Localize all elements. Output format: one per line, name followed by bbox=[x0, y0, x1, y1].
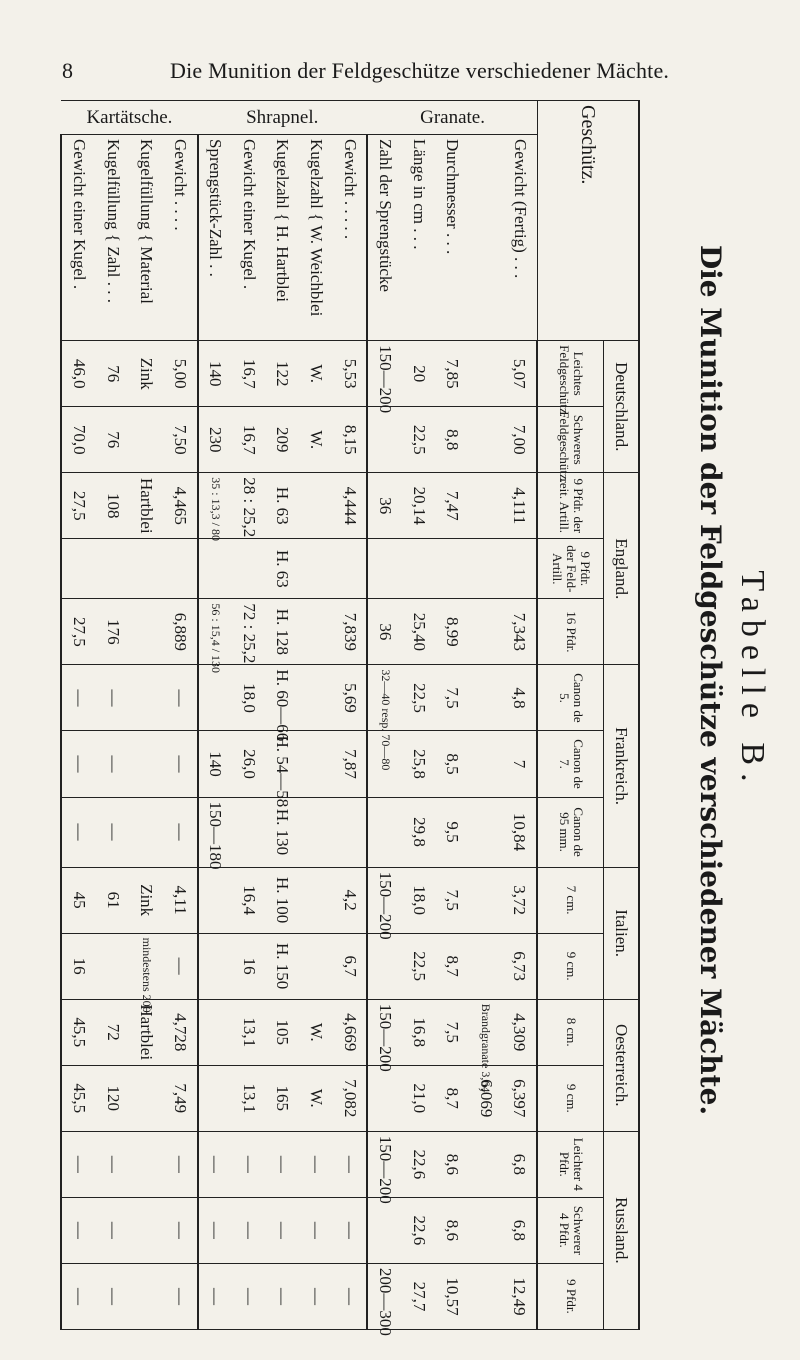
row-label: Kugelzahl { W. Weichblei bbox=[299, 135, 332, 341]
table-cell bbox=[469, 867, 502, 933]
table-cell bbox=[232, 539, 265, 599]
table-cell bbox=[469, 407, 502, 473]
table-cell: — bbox=[232, 1131, 265, 1197]
table-cell bbox=[299, 933, 332, 999]
table-cell: W. bbox=[299, 1065, 332, 1131]
table-cell: 4,669 bbox=[333, 999, 368, 1065]
table-cell: 4,11 bbox=[163, 867, 198, 933]
table-cell: Hartblei bbox=[129, 473, 162, 539]
table-row bbox=[469, 101, 502, 1330]
table-cell: 7,5 bbox=[436, 867, 469, 933]
table-cell: 6,397 bbox=[503, 1065, 538, 1131]
table-cell: 21,0 bbox=[402, 1065, 435, 1131]
table-cell: 9,5 bbox=[436, 797, 469, 867]
row-label: Kugelfüllung { Zahl . . . bbox=[96, 135, 129, 341]
gun-header: 9 Pfdr. der reit. Artill. bbox=[537, 473, 603, 539]
table-cell: — bbox=[198, 1263, 233, 1329]
table-cell bbox=[333, 539, 368, 599]
table-cell: 4,2 bbox=[333, 867, 368, 933]
table-cell: — bbox=[96, 1263, 129, 1329]
table-cell: 27,5 bbox=[61, 473, 96, 539]
table-cell: — bbox=[96, 731, 129, 797]
table-cell bbox=[333, 797, 368, 867]
gun-header: 8 cm. bbox=[537, 999, 603, 1065]
table-cell: 7,00 bbox=[503, 407, 538, 473]
table-cell: 6,7 bbox=[333, 933, 368, 999]
table-cell: 7,082 bbox=[333, 1065, 368, 1131]
table-cell: 7,50 bbox=[163, 407, 198, 473]
table-cell: — bbox=[96, 1131, 129, 1197]
table-cell: 150—200 bbox=[367, 1131, 402, 1197]
table-cell: — bbox=[61, 665, 96, 731]
table-cell bbox=[129, 1065, 162, 1131]
table-cell bbox=[299, 797, 332, 867]
table-cell: — bbox=[266, 1131, 299, 1197]
table-cell: 13,1 bbox=[232, 999, 265, 1065]
table-cell: 7,5 bbox=[436, 999, 469, 1065]
table-cell: 140 bbox=[198, 731, 233, 797]
table-cell: 200—300 bbox=[367, 1263, 402, 1329]
table-cell: W. bbox=[299, 999, 332, 1065]
table-cell: 150—200 bbox=[367, 341, 402, 407]
table-cell bbox=[436, 539, 469, 599]
table-cell: — bbox=[163, 665, 198, 731]
table-cell: 7,839 bbox=[333, 599, 368, 665]
table-cell: 12,49 bbox=[503, 1263, 538, 1329]
table-cell: 16,4 bbox=[232, 867, 265, 933]
table-cell: 4,309 bbox=[503, 999, 538, 1065]
row-label: Kugelfüllung { Material bbox=[129, 135, 162, 341]
row-label: Gewicht einer Kugel . bbox=[232, 135, 265, 341]
table-cell: — bbox=[163, 1197, 198, 1263]
table-cell: 8,8 bbox=[436, 407, 469, 473]
table-cell bbox=[469, 1197, 502, 1263]
table-cell: 176 bbox=[96, 599, 129, 665]
corner-header: Geschütz. bbox=[537, 101, 639, 341]
table-cell: 10,57 bbox=[436, 1263, 469, 1329]
table-cell bbox=[469, 599, 502, 665]
group-label: Kartätsche. bbox=[61, 101, 198, 135]
table-cell bbox=[299, 665, 332, 731]
table-cell: 150—200 bbox=[367, 867, 402, 933]
table-cell: 45,5 bbox=[61, 1065, 96, 1131]
table-row bbox=[503, 101, 538, 1330]
table-cell: 8,7 bbox=[436, 1065, 469, 1131]
table-cell bbox=[469, 1263, 502, 1329]
table-row bbox=[333, 101, 368, 1330]
table-cell bbox=[299, 599, 332, 665]
table-cell: 6,889 bbox=[163, 599, 198, 665]
gun-header: 9 cm. bbox=[537, 933, 603, 999]
gun-header: 9 cm. bbox=[537, 1065, 603, 1131]
table-cell: 29,8 bbox=[402, 797, 435, 867]
table-cell: — bbox=[266, 1197, 299, 1263]
table-cell bbox=[367, 539, 402, 599]
table-cell bbox=[232, 797, 265, 867]
table-cell: — bbox=[198, 1131, 233, 1197]
gun-header: 9 Pfdr. der Feld-Artill. bbox=[537, 539, 603, 599]
table-cell: — bbox=[163, 933, 198, 999]
gun-header: Leichtes Feldgeschütz. bbox=[537, 341, 603, 407]
table-cell: — bbox=[299, 1131, 332, 1197]
country-header: England. bbox=[604, 473, 640, 665]
table-cell: 16,7 bbox=[232, 407, 265, 473]
table-cell: 8,6 bbox=[436, 1197, 469, 1263]
table-row bbox=[232, 101, 265, 1330]
table-cell bbox=[299, 473, 332, 539]
table-cell: H. 63 bbox=[266, 473, 299, 539]
table-cell: 5,07 bbox=[503, 341, 538, 407]
table-cell: — bbox=[61, 731, 96, 797]
table-cell bbox=[469, 797, 502, 867]
table-cell: 7,49 bbox=[163, 1065, 198, 1131]
table-cell bbox=[129, 797, 162, 867]
table-cell bbox=[129, 599, 162, 665]
table-cell: 7,87 bbox=[333, 731, 368, 797]
table-cell: — bbox=[163, 1263, 198, 1329]
table-cell: 22,5 bbox=[402, 665, 435, 731]
table-cell: 18,0 bbox=[232, 665, 265, 731]
row-label: Sprengstück-Zahl . . bbox=[198, 135, 233, 341]
row-label: Gewicht (Fertig) . . . bbox=[503, 135, 538, 341]
table-cell: — bbox=[299, 1197, 332, 1263]
table-cell: 6,8 bbox=[503, 1131, 538, 1197]
table-cell: 20,14 bbox=[402, 473, 435, 539]
gun-header: 7 cm. bbox=[537, 867, 603, 933]
table-cell: 4,8 bbox=[503, 665, 538, 731]
table-cell bbox=[299, 539, 332, 599]
table-row bbox=[129, 101, 162, 1330]
table-cell: H. 130 bbox=[266, 797, 299, 867]
table-cell bbox=[163, 539, 198, 599]
table-cell bbox=[469, 933, 502, 999]
gun-header: 9 Pfdr. bbox=[537, 1263, 603, 1329]
table-cell: H. 63 bbox=[266, 539, 299, 599]
table-cell: 209 bbox=[266, 407, 299, 473]
table-cell: 4,465 bbox=[163, 473, 198, 539]
table-cell: 140 bbox=[198, 341, 233, 407]
table-cell: 4,728 bbox=[163, 999, 198, 1065]
table-cell: — bbox=[96, 665, 129, 731]
row-label: Gewicht . . . . . bbox=[333, 135, 368, 341]
table-cell: 18,0 bbox=[402, 867, 435, 933]
table-cell bbox=[469, 473, 502, 539]
table-cell: — bbox=[61, 1197, 96, 1263]
table-cell: 6,73 bbox=[503, 933, 538, 999]
table-row bbox=[436, 101, 469, 1330]
table-cell bbox=[198, 1065, 233, 1131]
table-row bbox=[198, 101, 233, 1330]
table-cell: — bbox=[232, 1197, 265, 1263]
table-cell: 16 bbox=[232, 933, 265, 999]
table-cell: — bbox=[163, 797, 198, 867]
table-cell: 72 : 25,2 bbox=[232, 599, 265, 665]
table-cell: 5,53 bbox=[333, 341, 368, 407]
table-row bbox=[266, 101, 299, 1330]
row-label: Gewicht . . . . bbox=[163, 135, 198, 341]
table-cell: H. 100 bbox=[266, 867, 299, 933]
table-cell: 46,0 bbox=[61, 341, 96, 407]
table-cell: 4,111 bbox=[503, 473, 538, 539]
country-header: Russland. bbox=[604, 1131, 640, 1329]
table-cell: 25,8 bbox=[402, 731, 435, 797]
gun-header: 16 Pfdr. bbox=[537, 599, 603, 665]
group-label: Granate. bbox=[367, 101, 537, 135]
table-cell bbox=[129, 665, 162, 731]
table-cell bbox=[61, 539, 96, 599]
table-cell: — bbox=[61, 797, 96, 867]
table-cell: 26,0 bbox=[232, 731, 265, 797]
table-cell bbox=[129, 539, 162, 599]
table-cell: 61 bbox=[96, 867, 129, 933]
table-cell: 28 : 25,2 bbox=[232, 473, 265, 539]
table-cell: 22,5 bbox=[402, 933, 435, 999]
table-cell: — bbox=[96, 1197, 129, 1263]
table-title-label: Tabelle B. bbox=[734, 570, 771, 790]
table-cell: 22,6 bbox=[402, 1131, 435, 1197]
table-cell: Zink bbox=[129, 867, 162, 933]
table-cell: Hartblei bbox=[129, 999, 162, 1065]
page-number: 8 bbox=[62, 58, 73, 83]
table-row bbox=[402, 101, 435, 1330]
table-cell: 230 bbox=[198, 407, 233, 473]
munition-table bbox=[60, 100, 640, 1336]
table-cell bbox=[469, 665, 502, 731]
gun-header: Canon de 7. bbox=[537, 731, 603, 797]
country-header-row bbox=[604, 101, 640, 1330]
table-cell: H. 60—66 bbox=[266, 665, 299, 731]
table-cell: 4,444 bbox=[333, 473, 368, 539]
table-cell: — bbox=[333, 1263, 368, 1329]
table-cell bbox=[469, 1131, 502, 1197]
table-cell: 3,72 bbox=[503, 867, 538, 933]
table-cell: 6,069 bbox=[469, 1065, 502, 1131]
table-cell: 32—40 resp. 70—80 bbox=[367, 665, 402, 731]
table-cell: 70,0 bbox=[61, 407, 96, 473]
table-cell: 27,7 bbox=[402, 1263, 435, 1329]
table-cell: 105 bbox=[266, 999, 299, 1065]
table-cell: — bbox=[96, 797, 129, 867]
table-cell: — bbox=[266, 1263, 299, 1329]
table-cell: — bbox=[333, 1197, 368, 1263]
table-cell: 7,85 bbox=[436, 341, 469, 407]
table-cell: 7,343 bbox=[503, 599, 538, 665]
table-cell bbox=[367, 1197, 402, 1263]
row-label: Durchmesser . . . bbox=[436, 135, 469, 341]
table-cell: — bbox=[61, 1263, 96, 1329]
table-cell: 5,69 bbox=[333, 665, 368, 731]
table-cell: mindestens 200 bbox=[129, 933, 162, 999]
table-cell: — bbox=[299, 1263, 332, 1329]
table-cell bbox=[299, 731, 332, 797]
table-cell bbox=[96, 933, 129, 999]
table-cell bbox=[367, 933, 402, 999]
table-cell bbox=[129, 731, 162, 797]
row-label: Gewicht einer Kugel . bbox=[61, 135, 96, 341]
table-cell: Brandgranate 3,64 bbox=[469, 999, 502, 1065]
table-cell: 36 bbox=[367, 473, 402, 539]
gun-header: Canon de 5. bbox=[537, 665, 603, 731]
table-cell: 150—200 bbox=[367, 999, 402, 1065]
gun-header: Leichter 4 Pfdr. bbox=[537, 1131, 603, 1197]
table-cell: 27,5 bbox=[61, 599, 96, 665]
table-cell: 122 bbox=[266, 341, 299, 407]
table-cell bbox=[198, 665, 233, 731]
table-cell bbox=[367, 1065, 402, 1131]
table-cell: — bbox=[163, 731, 198, 797]
table-row bbox=[61, 101, 96, 1330]
table-cell bbox=[129, 1197, 162, 1263]
table-title-subtitle: Die Munition der Feldgeschütze verschiedener Mächte. bbox=[694, 244, 727, 1116]
running-title: Die Munition der Feldgeschütze verschiedener Mächte. bbox=[170, 58, 670, 83]
table-cell bbox=[503, 539, 538, 599]
table-cell: 13,1 bbox=[232, 1065, 265, 1131]
table-cell bbox=[299, 867, 332, 933]
row-label: Zahl der Sprengstücke bbox=[367, 135, 402, 341]
gun-header: Schwerer 4 Pfdr. bbox=[537, 1197, 603, 1263]
gun-header: Canon de 95 mm. bbox=[537, 797, 603, 867]
table-cell: 72 bbox=[96, 999, 129, 1065]
group-label: Shrapnel. bbox=[198, 101, 368, 135]
munition-table-frame bbox=[60, 100, 640, 1336]
country-header: Deutschland. bbox=[604, 341, 640, 473]
table-title bbox=[660, 40, 780, 1320]
table-cell: 8,15 bbox=[333, 407, 368, 473]
table-cell: 7 bbox=[503, 731, 538, 797]
table-cell bbox=[129, 407, 162, 473]
table-cell: H. 150 bbox=[266, 933, 299, 999]
table-cell: — bbox=[333, 1131, 368, 1197]
table-cell: 20 bbox=[402, 341, 435, 407]
table-cell: 22,5 bbox=[402, 407, 435, 473]
table-cell: 8,7 bbox=[436, 933, 469, 999]
table-cell bbox=[198, 867, 233, 933]
table-cell: 6,8 bbox=[503, 1197, 538, 1263]
table-cell: 16,8 bbox=[402, 999, 435, 1065]
table-row bbox=[367, 101, 402, 1330]
table-row bbox=[96, 101, 129, 1330]
country-header: Oesterreich. bbox=[604, 999, 640, 1131]
table-cell: 165 bbox=[266, 1065, 299, 1131]
table-cell: H. 54—58 bbox=[266, 731, 299, 797]
table-cell bbox=[469, 539, 502, 599]
table-cell: H. 128 bbox=[266, 599, 299, 665]
table-cell: 56 : 15,4 / 130 bbox=[198, 599, 233, 665]
row-label: Länge in cm . . . bbox=[402, 135, 435, 341]
table-cell: 16 bbox=[61, 933, 96, 999]
table-cell bbox=[469, 731, 502, 797]
table-cell bbox=[129, 1263, 162, 1329]
table-cell: 76 bbox=[96, 341, 129, 407]
table-cell: 8,6 bbox=[436, 1131, 469, 1197]
gun-header: Schweres Feldgeschütz. bbox=[537, 407, 603, 473]
table-cell: 5,00 bbox=[163, 341, 198, 407]
table-cell: 8,5 bbox=[436, 731, 469, 797]
row-label: Kugelzahl { H. Hartblei bbox=[266, 135, 299, 341]
table-cell: 120 bbox=[96, 1065, 129, 1131]
table-cell: — bbox=[232, 1263, 265, 1329]
table-cell bbox=[96, 539, 129, 599]
table-cell: 10,84 bbox=[503, 797, 538, 867]
table-cell bbox=[198, 539, 233, 599]
table-cell: 16,7 bbox=[232, 341, 265, 407]
table-cell bbox=[198, 933, 233, 999]
table-cell: W. bbox=[299, 407, 332, 473]
table-cell: 36 bbox=[367, 599, 402, 665]
table-cell bbox=[469, 341, 502, 407]
country-header: Italien. bbox=[604, 867, 640, 999]
table-cell: W. bbox=[299, 341, 332, 407]
table-cell: 7,47 bbox=[436, 473, 469, 539]
table-cell: 45 bbox=[61, 867, 96, 933]
table-cell: 7,5 bbox=[436, 665, 469, 731]
row-label bbox=[469, 135, 502, 341]
table-cell bbox=[198, 999, 233, 1065]
table-cell: 22,6 bbox=[402, 1197, 435, 1263]
table-cell: 108 bbox=[96, 473, 129, 539]
table-row bbox=[299, 101, 332, 1330]
table-row bbox=[163, 101, 198, 1330]
table-cell: — bbox=[198, 1197, 233, 1263]
table-cell: Zink bbox=[129, 341, 162, 407]
table-cell: 76 bbox=[96, 407, 129, 473]
table-cell bbox=[367, 797, 402, 867]
table-cell: — bbox=[163, 1131, 198, 1197]
table-cell: — bbox=[61, 1131, 96, 1197]
table-cell bbox=[129, 1131, 162, 1197]
table-cell bbox=[402, 539, 435, 599]
table-cell: 35 : 13,3 / 80 bbox=[198, 473, 233, 539]
table-cell: 45,5 bbox=[61, 999, 96, 1065]
table-cell: 8,99 bbox=[436, 599, 469, 665]
country-header: Frankreich. bbox=[604, 665, 640, 867]
table-cell: 25,40 bbox=[402, 599, 435, 665]
table-cell: 150—180 bbox=[198, 797, 233, 867]
table-cell bbox=[367, 407, 402, 473]
